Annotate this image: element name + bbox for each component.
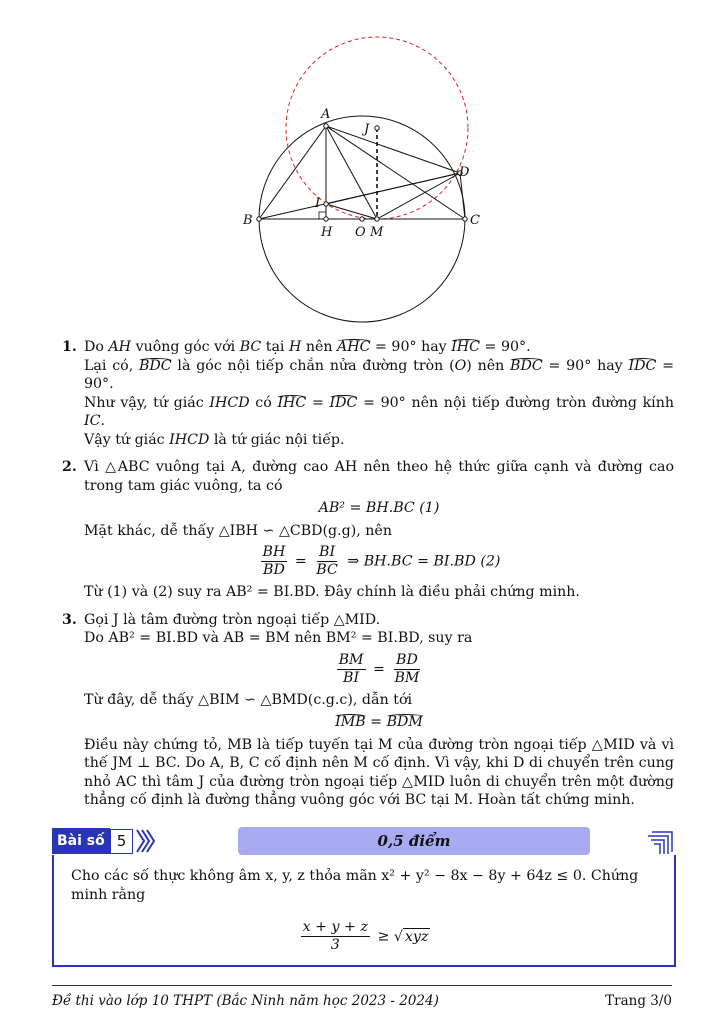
chevron-right-icon [135, 828, 155, 854]
item-number: 2. [62, 459, 77, 475]
label-M: M [370, 225, 384, 240]
item1-line1: Do AH vuông góc với BC tại H nên AHC = 90° hay IHC = 90°. [84, 339, 531, 355]
item2-conclusion: Từ (1) và (2) suy ra AB² = BI.BD. Đây chính là điều phải chứng minh. [84, 584, 580, 600]
problem-label: Bài số [52, 828, 110, 854]
item2-eq1: AB² = BH.BC (1) [318, 500, 440, 516]
item3-l3: Từ đây, dễ thấy △BIM ∽ △BMD(c.g.c), dẫn tới [84, 691, 413, 708]
item1-line4: Vậy tứ giác IHCD là tứ giác nội tiếp. [84, 431, 345, 448]
solution-item-1 [62, 338, 674, 449]
label-D: D [459, 165, 470, 180]
page-number: Trang 3/0 [605, 993, 672, 1009]
item3-eq1: $\frac{BM}{BI}$ = $\frac{BD}{BM}$ [338, 651, 420, 686]
item3-l2: Do AB² = BI.BD và AB = BM nên BM² = BI.BD, suy ra [84, 630, 473, 646]
label-C: C [470, 213, 480, 228]
label-B: B [243, 213, 253, 228]
problem-header [52, 826, 674, 856]
item2-eq2: $\frac{BH}{BD}$ = $\frac{BI}{BC}$ ⇒ BH.BC = BI.BD (2) [262, 544, 501, 578]
item2-mid: Mặt khác, dễ thấy △IBH ∽ △CBD(g.g), nên [84, 522, 392, 539]
problem-inequality: $\frac{x + y + z}{3}$ ≥ √ xyz [302, 919, 429, 953]
footer-divider [52, 985, 672, 986]
item-number: 1. [62, 339, 77, 355]
solution-item-2 [62, 458, 674, 602]
item3-l1: Gọi J là tâm đường tròn ngoại tiếp △MID. [84, 611, 381, 628]
corner-decoration-icon [646, 830, 674, 854]
item3-final: Điều này chứng tỏ, MB là tiếp tuyến tại M của đường tròn ngoại tiếp △MID và vì thế JM ⊥ BC. Do A, B, C cố định nên M cố định. Vì vậy, khi D di chuyển trên cung nhỏ AC thì tâm J của đường tròn ngoại tiếp △MID luôn di chuyển trên một đường thẳng cố định là đường thẳng vuông góc với BC tại M. Hoàn tất chứng minh. [84, 736, 674, 808]
item1-line3: Như vậy, tứ giác IHCD có IHC = IDC = 90° nên nội tiếp đường tròn đường kính IC. [84, 394, 674, 429]
problem-box [52, 855, 676, 967]
item1-line2: Lại có, BDC là góc nội tiếp chắn nửa đường tròn (O) nên BDC = 90° hay IDC = 90°. [84, 357, 674, 392]
sqrt-icon: √ [393, 929, 403, 945]
label-O: O [355, 225, 366, 240]
label-A: A [321, 107, 331, 122]
solution-item-3 [62, 611, 674, 810]
score-banner: 0,5 điểm [238, 827, 590, 855]
geometry-svg [225, 26, 515, 332]
problem-number: 5 [110, 829, 134, 854]
geometry-figure [225, 26, 515, 332]
label-I: I [315, 196, 321, 211]
item3-eq2: IMB = BDM [335, 714, 423, 730]
problem-tag [52, 828, 155, 854]
item2-intro: Vì △ABC vuông tại A, đường cao AH nên theo hệ thức giữa cạnh và đường cao trong tam giác vuông, ta có [84, 459, 674, 494]
problem-text: Cho các số thực không âm x, y, z thỏa mãn x² + y² − 8x − 8y + 64z ≤ 0. Chứng minh rằng [71, 868, 639, 903]
triangle-lines [259, 126, 465, 219]
label-H: H [321, 225, 333, 240]
item-number: 3. [62, 611, 77, 628]
solution-content [62, 338, 674, 819]
footer-title: Đề thi vào lớp 10 THPT (Bắc Ninh năm học 2023 - 2024) [52, 993, 439, 1009]
label-J: J [364, 122, 370, 137]
